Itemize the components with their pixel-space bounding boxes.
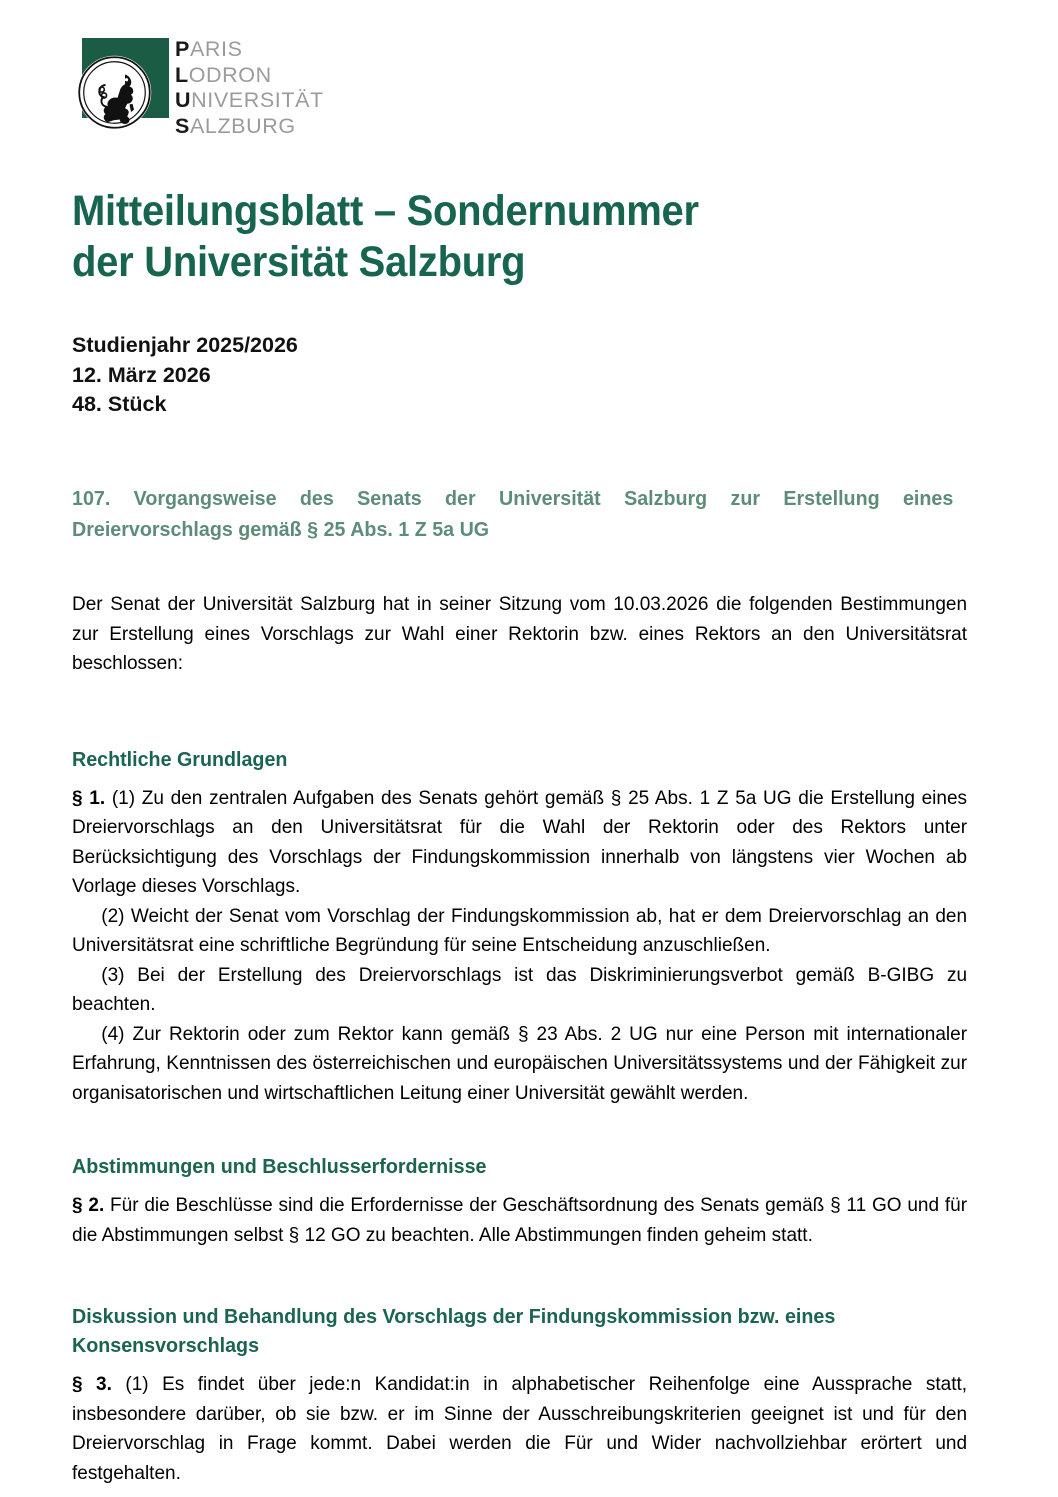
paragraph-marker-2: § 2. bbox=[72, 1194, 105, 1216]
paragraph-1-2: (2) Weicht der Senat vom Vorschlag der Findungskommission ab, hat er dem Dreiervorschlag an den Universitätsrat eine schriftliche Begründung für seine Entscheidung anzuschließen. bbox=[72, 904, 968, 956]
section-heading-diskussion bbox=[72, 1302, 953, 1360]
paragraph-text-2-1: Für die Beschlüsse sind die Erfordernisse der Geschäftsordnung des Senats gemäß § 11 GO und für die Abstimmungen selbst § 12 GO zu beachten. Alle Abstimmungen finden geheim statt. bbox=[72, 1194, 968, 1246]
logo-cap-p: P bbox=[175, 37, 190, 61]
logo-mark bbox=[77, 38, 169, 130]
logo-cap-u: U bbox=[175, 88, 192, 112]
logo-rest-salzburg: ALZBURG bbox=[189, 113, 296, 138]
paragraph-2-1 bbox=[72, 1191, 967, 1250]
issue-metadata bbox=[72, 331, 672, 420]
document-body bbox=[72, 590, 990, 1488]
logo-rest-lodron: ODRON bbox=[188, 62, 272, 87]
logo-rest-paris: ARIS bbox=[189, 37, 243, 61]
item-heading-line-1: 107. Vorgangsweise des Senats der Universität Salzburg zur Erstellung eines bbox=[72, 487, 954, 510]
academic-year: Studienjahr 2025/2026 bbox=[72, 333, 298, 357]
issue-date: 12. März 2026 bbox=[72, 362, 211, 387]
intro-paragraph: Der Senat der Universität Salzburg hat in seiner Sitzung vom 10.03.2026 die folgenden Bestimmungen zur Erstellung eines Vorschlags zur Wahl einer Rektorin bzw. eines Rektors an den Universitätsrat beschlossen: bbox=[72, 593, 968, 674]
logo-line-universitaet bbox=[175, 88, 405, 114]
logo-cap-s: S bbox=[175, 113, 190, 138]
logo-cap-l: L bbox=[175, 62, 189, 87]
logo-line-paris bbox=[175, 37, 405, 63]
paragraph-1-1 bbox=[72, 784, 967, 902]
paragraph-1-3: (3) Bei der Erstellung des Dreiervorschlags ist das Diskriminierungsverbot gemäß B-GIBG zu beachten. bbox=[72, 963, 968, 1015]
paragraph-text-3-1: (1) Es findet über jede:n Kandidat:in in alphabetischer Reihenfolge eine Aussprache statt, insbesondere darüber, ob sie bzw. er im Sinne der Ausschreibungskriterien geeignet ist und für den Dreiervorschlag in Frage kommt. Dabei werden die Für und Wider nachvollziehbar erörtert und festgehalten. bbox=[72, 1373, 968, 1484]
page-title-line-2: der Universität Salzburg bbox=[72, 238, 526, 286]
lion-seal-icon bbox=[77, 55, 152, 130]
page-title-line-1: Mitteilungsblatt – Sondernummer bbox=[72, 187, 699, 235]
item-heading-line-2: Dreiervorschlags gemäß § 25 Abs. 1 Z 5a UG bbox=[72, 518, 490, 541]
logo-line-lodron bbox=[175, 63, 405, 89]
section-heading-rechtliche-grundlagen: Rechtliche Grundlagen bbox=[72, 747, 288, 771]
paragraph-marker-3: § 3. bbox=[72, 1373, 112, 1395]
paragraph-text-1-1: (1) Zu den zentralen Aufgaben des Senats gehört gemäß § 25 Abs. 1 Z 5a UG die Erstellung eines Dreiervorschlags an den Universitätsrat für die Wahl der Rektorin oder des Rektors unter Berücksichtigung des Vorschlags der Findungskommission innerhalb von längstens vier Wochen ab Vorlage dieses Vorschlags. bbox=[72, 786, 968, 897]
page-title bbox=[72, 186, 909, 288]
item-heading bbox=[72, 483, 953, 545]
issue-piece-number: 48. Stück bbox=[72, 392, 167, 416]
paragraph-3-1 bbox=[72, 1370, 967, 1488]
logo-line-salzburg bbox=[175, 114, 405, 140]
paragraph-1-4: (4) Zur Rektorin oder zum Rektor kann gemäß § 23 Abs. 2 UG nur eine Person mit internationaler Erfahrung, Kenntnissen des österreichischen und europäischen Universitätssystems und der Fähigkeit zur organisatorischen und wirtschaftlichen Leitung einer Universität gewählt werden. bbox=[72, 1022, 968, 1104]
paragraph-marker-1: § 1. bbox=[72, 786, 106, 809]
university-logo bbox=[77, 38, 407, 150]
section-heading-abstimmungen: Abstimmungen und Beschlusserfordernisse bbox=[72, 1155, 487, 1178]
section-heading-diskussion-line-1: Diskussion und Behandlung des Vorschlags der Findungskommission bzw. eines bbox=[72, 1305, 836, 1328]
logo-wordmark bbox=[175, 37, 405, 139]
logo-rest-universitaet: NIVERSITÄT bbox=[191, 88, 324, 112]
section-heading-diskussion-line-2: Konsensvorschlags bbox=[72, 1334, 260, 1357]
